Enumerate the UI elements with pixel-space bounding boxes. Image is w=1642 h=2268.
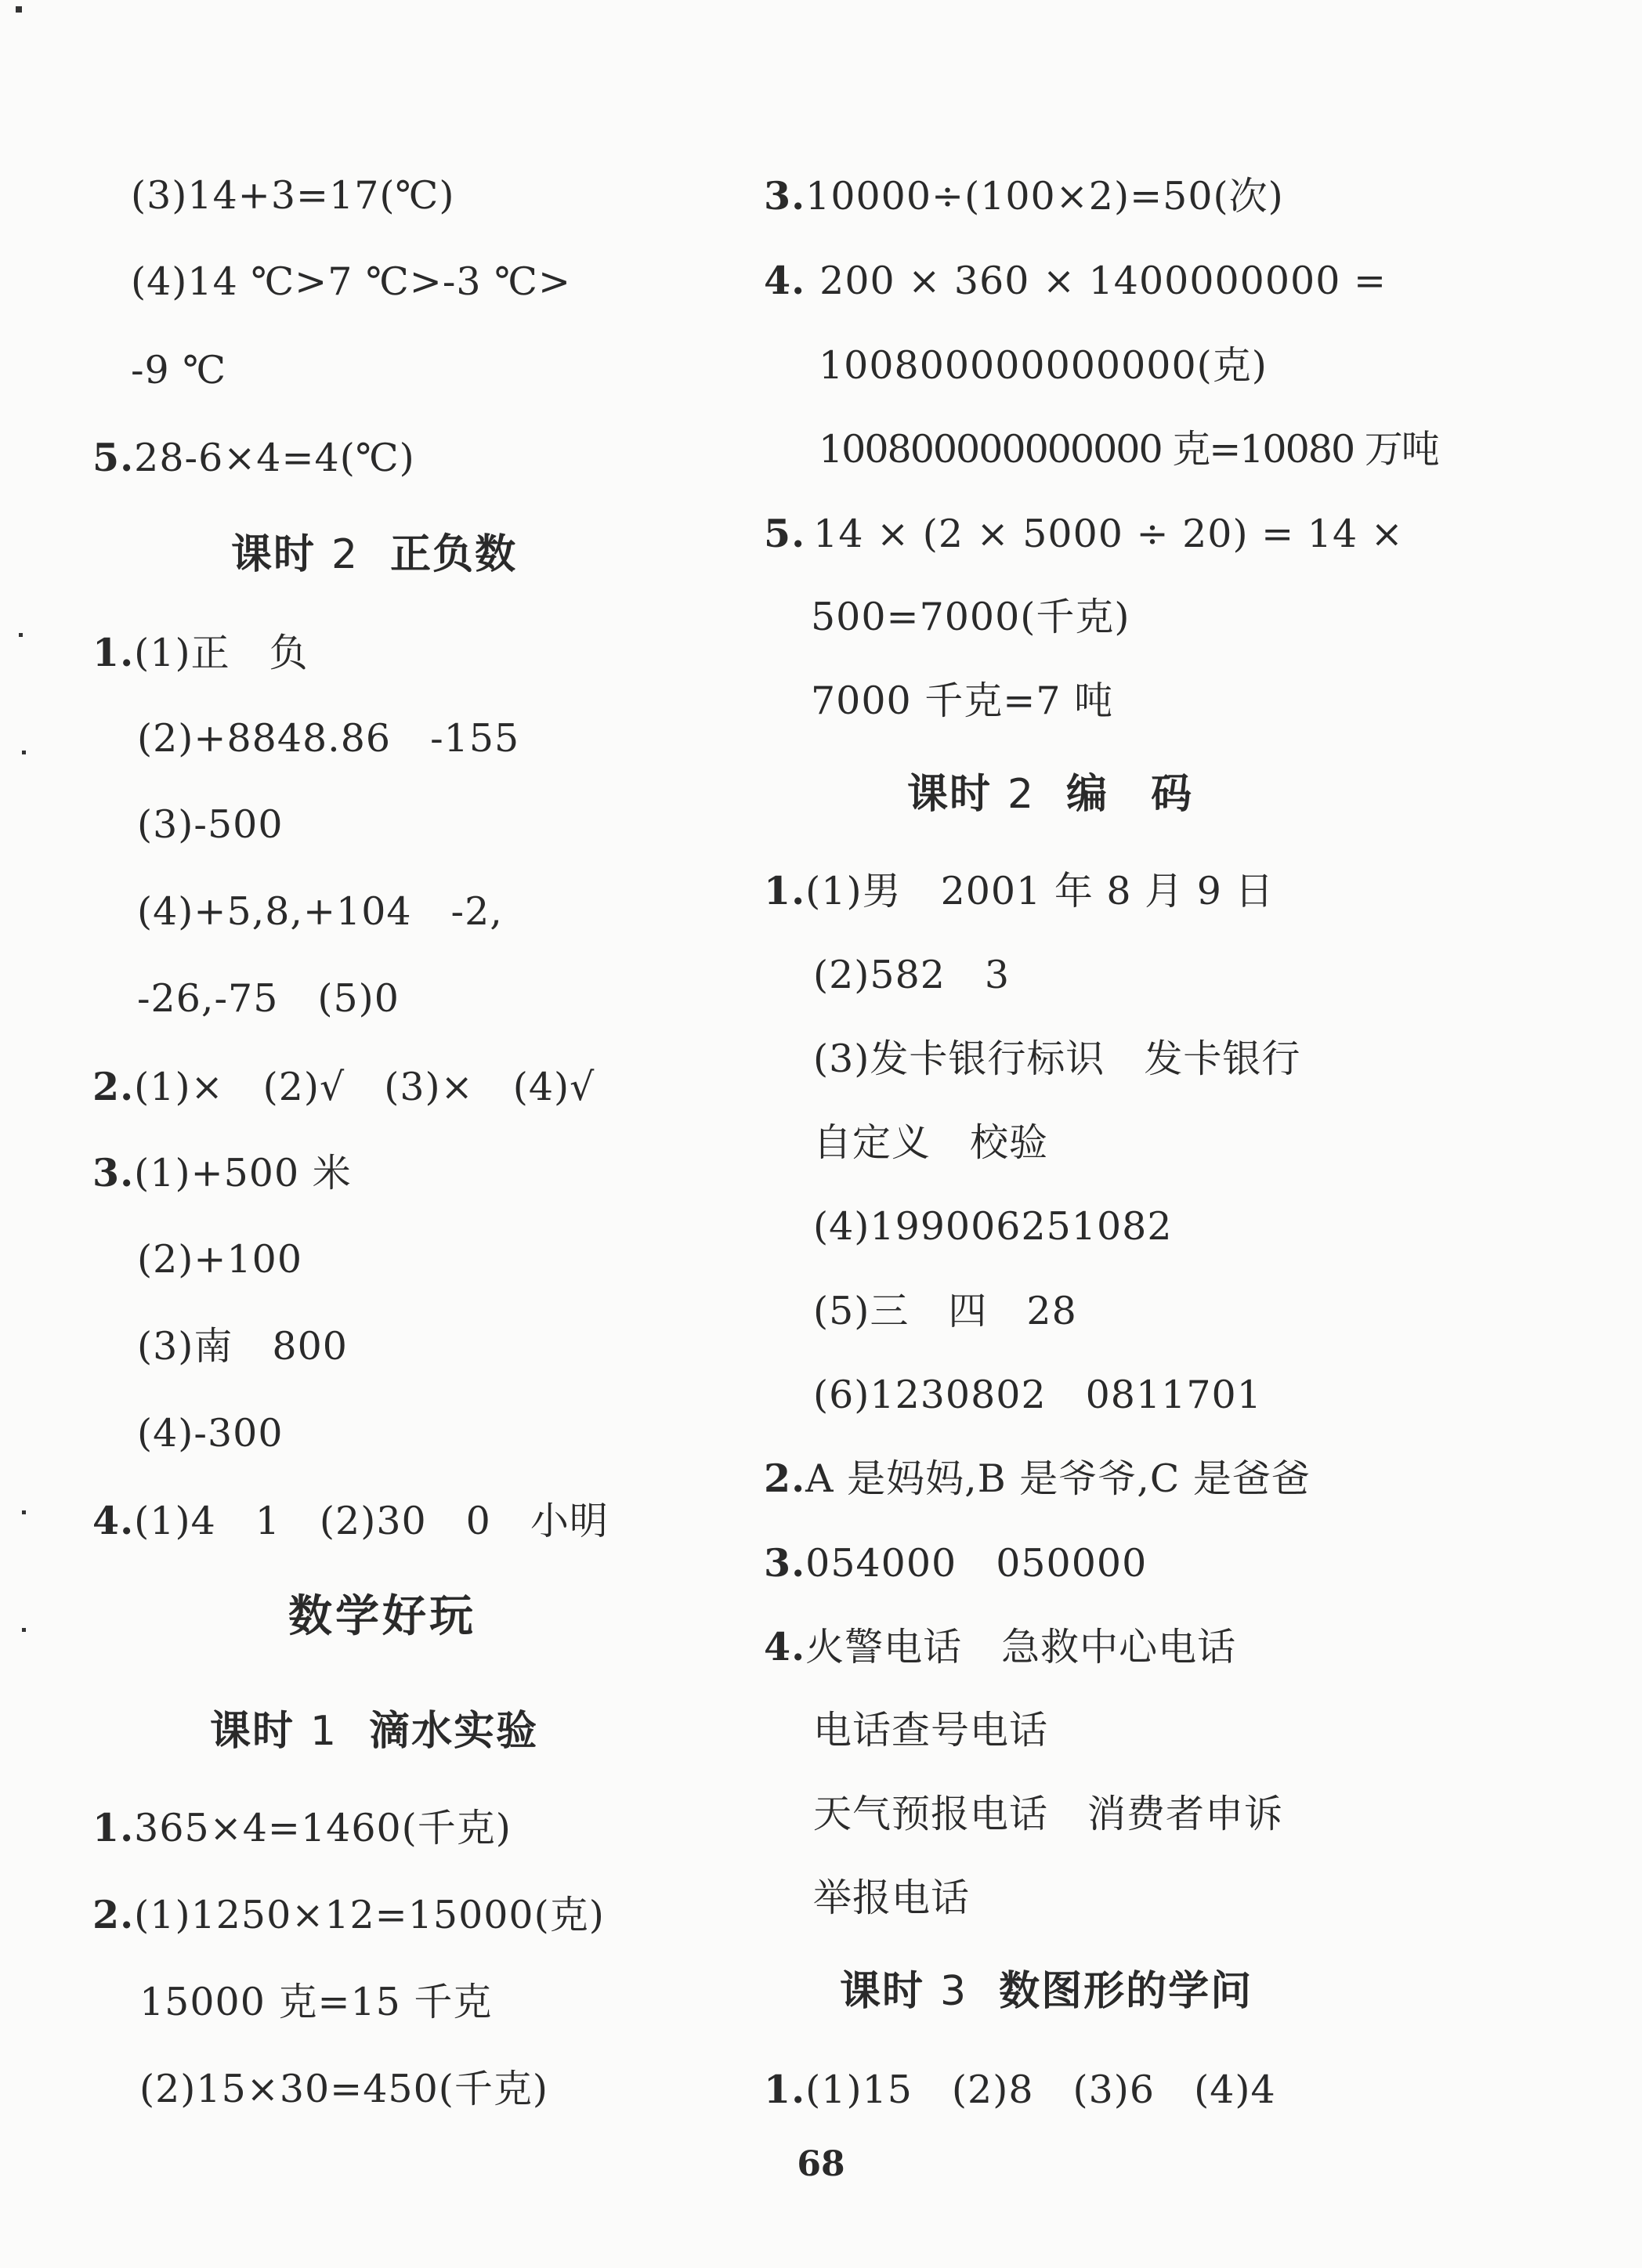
answer-item — [764, 1539, 1147, 1587]
item-number: 3. — [764, 1540, 806, 1586]
answer-item — [764, 1623, 1236, 1671]
item-number: 4. — [764, 1624, 806, 1669]
item-number: 4. — [764, 258, 806, 303]
answer-text: (1)+500 米 — [134, 1151, 352, 1195]
answer-item — [92, 1891, 605, 1939]
lesson-number: 2 — [331, 531, 360, 578]
lesson-heading — [210, 1706, 538, 1756]
lesson-number: 3 — [940, 1968, 968, 2015]
answer-line: (2)+100 — [137, 1237, 302, 1282]
answer-item — [92, 1804, 512, 1852]
answer-line: 100800000000000 克=10080 万吨 — [819, 427, 1438, 472]
answer-text: (1)4 1 (2)30 0 小明 — [134, 1499, 609, 1543]
answer-item — [764, 867, 1275, 915]
answer-line: 天气预报电话 消费者申诉 — [813, 1792, 1284, 1836]
answer-text: (1)正 负 — [134, 631, 309, 675]
answer-line: (6)1230802 0811701 — [813, 1373, 1262, 1417]
answer-line: (3)-500 — [137, 802, 284, 847]
lesson-label: 课时 — [210, 1708, 295, 1755]
item-number: 5. — [92, 435, 135, 480]
answer-line: (4)+5,8,+104 -2, — [137, 889, 503, 934]
answer-item — [92, 1149, 352, 1197]
item-number: 1. — [92, 630, 135, 675]
section-title: 数学好玩 — [288, 1591, 476, 1642]
answer-text: 火警电话 急救中心电话 — [805, 1625, 1237, 1669]
lesson-heading — [840, 1966, 1253, 2017]
answer-item — [92, 1063, 595, 1111]
page-number: 68 — [797, 2144, 845, 2184]
scan-mark — [19, 633, 23, 637]
answer-line: (3)南 800 — [137, 1324, 348, 1369]
item-number: 3. — [92, 1150, 135, 1195]
answer-line: 自定义 校验 — [813, 1120, 1049, 1165]
item-number: 1. — [764, 2067, 806, 2112]
answer-line: -26,-75 (5)0 — [137, 976, 400, 1021]
lesson-heading — [231, 530, 517, 580]
lesson-number: 1 — [310, 1708, 338, 1755]
item-number: 3. — [764, 173, 806, 219]
answer-item — [92, 629, 309, 677]
scan-mark — [22, 751, 26, 754]
lesson-label: 课时 — [231, 531, 316, 578]
answer-text: (1)1250×12=15000(克) — [134, 1893, 605, 1937]
answer-text: 14 × (2 × 5000 ÷ 20) = 14 × — [813, 512, 1404, 556]
answer-line: (2)+8848.86 -155 — [137, 716, 520, 761]
lesson-number: 2 — [1007, 771, 1036, 818]
item-number: 2. — [92, 1892, 135, 1937]
answer-item — [92, 1497, 609, 1545]
item-number: 1. — [764, 868, 806, 913]
item-number: 5. — [764, 511, 806, 556]
answer-line: 举报电话 — [813, 1876, 971, 1920]
answer-line: (2)582 3 — [813, 953, 1011, 997]
lesson-label: 课时 — [907, 771, 993, 818]
scan-mark — [22, 1628, 26, 1632]
answer-line: 100800000000000(克) — [819, 343, 1268, 388]
answer-line: (5)三 四 28 — [813, 1289, 1077, 1333]
answer-line: (4)14 ℃>7 ℃>-3 ℃> — [131, 259, 572, 304]
answer-text: (1)男 2001 年 8 月 9 日 — [805, 869, 1275, 913]
answer-text: A 是妈妈,B 是爷爷,C 是爸爸 — [805, 1456, 1311, 1501]
answer-item — [764, 510, 1404, 558]
scan-mark — [16, 6, 22, 13]
item-number: 2. — [764, 1456, 806, 1501]
answer-text: 054000 050000 — [805, 1541, 1148, 1586]
scan-mark — [22, 1510, 26, 1514]
answer-line: (3)14+3=17(℃) — [131, 173, 455, 218]
lesson-label: 课时 — [840, 1968, 925, 2015]
answer-line: (4)199006251082 — [813, 1204, 1173, 1249]
lesson-heading — [907, 769, 1193, 819]
lesson-title: 滴水实验 — [369, 1708, 539, 1755]
answer-text: 365×4=1460(千克) — [134, 1806, 512, 1850]
answer-item — [764, 257, 1387, 305]
lesson-title: 数图形的学问 — [999, 1968, 1253, 2015]
answer-line: 15000 克=15 千克 — [139, 1980, 493, 2024]
answer-text: 200 × 360 × 1400000000 = — [819, 259, 1387, 303]
answer-line: 500=7000(千克) — [811, 595, 1130, 639]
answer-line: (4)-300 — [137, 1411, 284, 1456]
item-number: 2. — [92, 1064, 135, 1109]
item-number: 4. — [92, 1498, 135, 1543]
answer-line: 7000 千克=7 吨 — [811, 678, 1114, 723]
answer-line: (2)15×30=450(千克) — [139, 2067, 548, 2111]
answer-text: (1)× (2)√ (3)× (4)√ — [134, 1065, 595, 1109]
answer-text: (1)15 (2)8 (3)6 (4)4 — [805, 2067, 1276, 2112]
answer-line: 电话查号电话 — [813, 1708, 1049, 1753]
answer-item — [764, 1455, 1311, 1503]
answer-item — [92, 434, 415, 482]
answer-text: 28-6×4=4(℃) — [134, 436, 415, 480]
lesson-title: 正负数 — [390, 531, 518, 578]
answer-line: -9 ℃ — [131, 348, 227, 392]
answer-item — [764, 2066, 1276, 2114]
lesson-title: 编 码 — [1066, 771, 1194, 818]
answer-line: (3)发卡银行标识 发卡银行 — [813, 1036, 1301, 1081]
item-number: 1. — [92, 1805, 135, 1850]
answer-item — [764, 172, 1284, 220]
answer-text: 10000÷(100×2)=50(次) — [805, 174, 1284, 219]
